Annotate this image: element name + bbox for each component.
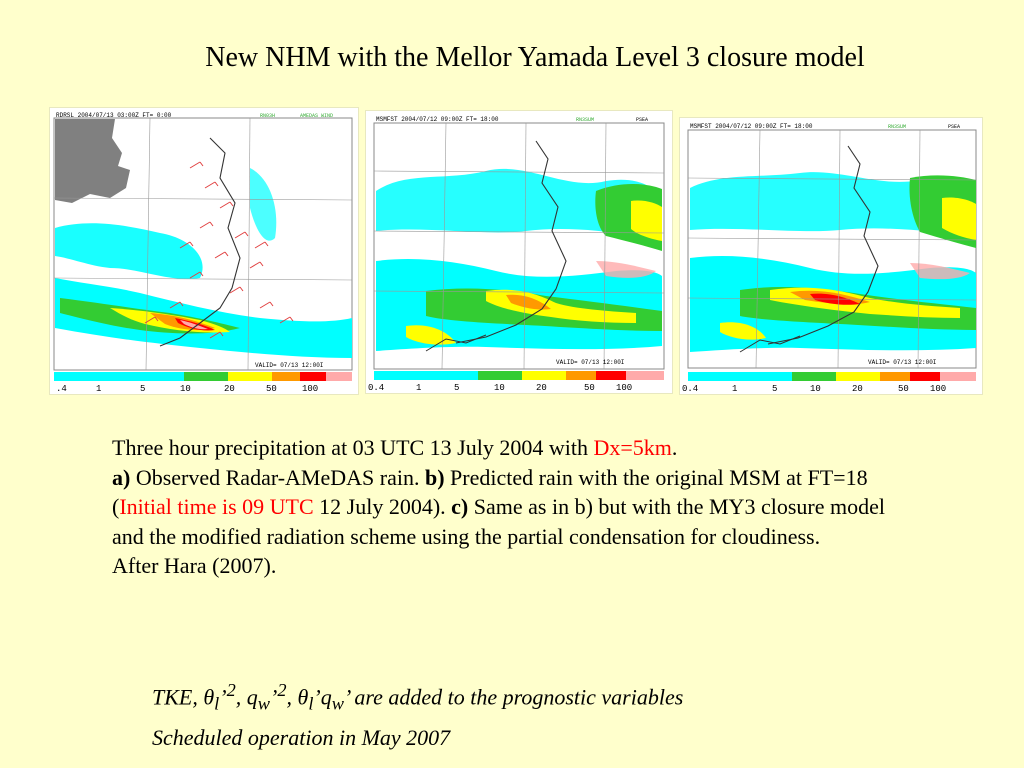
prime-3: ’	[313, 684, 321, 710]
prime-1: ’	[219, 684, 227, 710]
scale-b-label-0: 0.4	[368, 383, 385, 393]
panel-c-header: MSMFST 2004/07/12 09:00Z FT= 18:00	[690, 123, 813, 130]
panel-b-corner-a: RN3SUM	[576, 117, 595, 123]
panel-a-header: RDRSL 2004/07/13 03:00Z FT= 0:00	[56, 112, 172, 119]
caption-c-text: Same as in b) but with the MY3 closure model and the modified radiation scheme using the partial condensation for cloudiness.	[112, 494, 885, 549]
figure-caption	[112, 433, 912, 581]
scale-c-label-5: 50	[898, 384, 909, 394]
sup-2-1: 2	[226, 680, 236, 700]
scale-b-label-4: 20	[536, 383, 547, 393]
panel-c-valid: VALID= 07/13 12:00I	[868, 359, 937, 366]
scale-a-label-3: 10	[180, 384, 191, 394]
q-symbol-1: q	[246, 684, 258, 710]
caption-citation: After Hara (2007).	[112, 553, 277, 578]
theta-symbol-2: θ	[297, 684, 309, 710]
color-scale-b	[374, 371, 664, 380]
caption-a-label: a)	[112, 464, 131, 490]
notes-line2: Scheduled operation in May 2007	[152, 724, 451, 750]
scale-a-label-1: 1	[96, 384, 102, 394]
notes	[152, 674, 952, 754]
scale-c-label-3: 10	[810, 384, 821, 394]
radar-map-a	[50, 108, 358, 394]
panel-a-corner-a: RN03H	[260, 113, 276, 119]
scale-c-label-2: 5	[772, 384, 778, 394]
caption-c-label: c)	[451, 494, 469, 519]
scale-c-label-6: 100	[930, 384, 947, 394]
scale-b-label-3: 10	[494, 383, 505, 393]
scale-c-label-0: 0.4	[682, 384, 699, 394]
sep-1: ,	[235, 684, 247, 710]
caption-line1: Three hour precipitation at 03 UTC 13 July 2004 with	[112, 435, 594, 460]
scale-b-label-6: 100	[616, 383, 633, 393]
scale-b-label-2: 5	[454, 383, 460, 393]
notes-tke: TKE,	[152, 684, 204, 710]
caption-b-text: Predicted rain with the original MSM at FT=18 (	[112, 464, 868, 519]
scale-b-label-1: 1	[416, 383, 422, 393]
color-scale-a	[54, 372, 352, 381]
notes-line1	[152, 674, 952, 721]
caption-a-text: Observed Radar-AMeDAS rain.	[130, 464, 425, 490]
theta-symbol-1: θ	[203, 684, 215, 710]
scale-a-label-0: .4	[56, 384, 67, 394]
panel-b-valid: VALID= 07/13 12:00I	[556, 359, 625, 366]
scale-a-label-4: 20	[224, 384, 235, 394]
panel-b-corner-b: PSEA	[636, 117, 649, 123]
panel-a-valid: VALID= 07/13 12:00I	[255, 362, 324, 369]
sub-l-1: l	[214, 693, 220, 714]
panel-a-corner-b: AMEDAS WIND	[300, 113, 334, 119]
scale-c-label-1: 1	[732, 384, 738, 394]
color-scale-c	[688, 372, 976, 381]
panel-c-corner-a: RN3SUM	[888, 124, 907, 130]
sub-w-1: w	[257, 693, 270, 714]
scale-a-label-5: 50	[266, 384, 277, 394]
q-symbol-2: q	[320, 684, 332, 710]
sub-l-2: l	[308, 693, 314, 714]
prime-2: ’	[270, 684, 278, 710]
sub-w-2: w	[331, 693, 344, 714]
panel-b-header: MSMFST 2004/07/12 09:00Z FT= 18:00	[376, 116, 499, 123]
caption-initial-time: Initial time is 09 UTC	[119, 494, 314, 519]
scale-c-label-4: 20	[852, 384, 863, 394]
panel-c-corner-b: PSEA	[948, 124, 961, 130]
scale-a-label-6: 100	[302, 384, 319, 394]
caption-b-post: 12 July 2004).	[313, 494, 452, 519]
scale-b-label-5: 50	[584, 383, 595, 393]
notes-rest: ’ are added to the prognostic variables	[343, 684, 684, 710]
map-panel-a	[50, 108, 358, 394]
map-panel-b	[366, 111, 672, 393]
map-panel-c	[680, 118, 982, 394]
radar-map-c	[680, 118, 982, 394]
slide-title: New NHM with the Mellor Yamada Level 3 closure model	[205, 42, 865, 73]
caption-dx: Dx=5km	[593, 435, 672, 460]
sup-2-2: 2	[277, 680, 287, 700]
scale-a-label-2: 5	[140, 384, 146, 394]
caption-period: .	[671, 435, 678, 460]
caption-b-label: b)	[424, 464, 445, 490]
radar-map-b	[366, 111, 672, 393]
sep-2: ,	[286, 684, 298, 710]
